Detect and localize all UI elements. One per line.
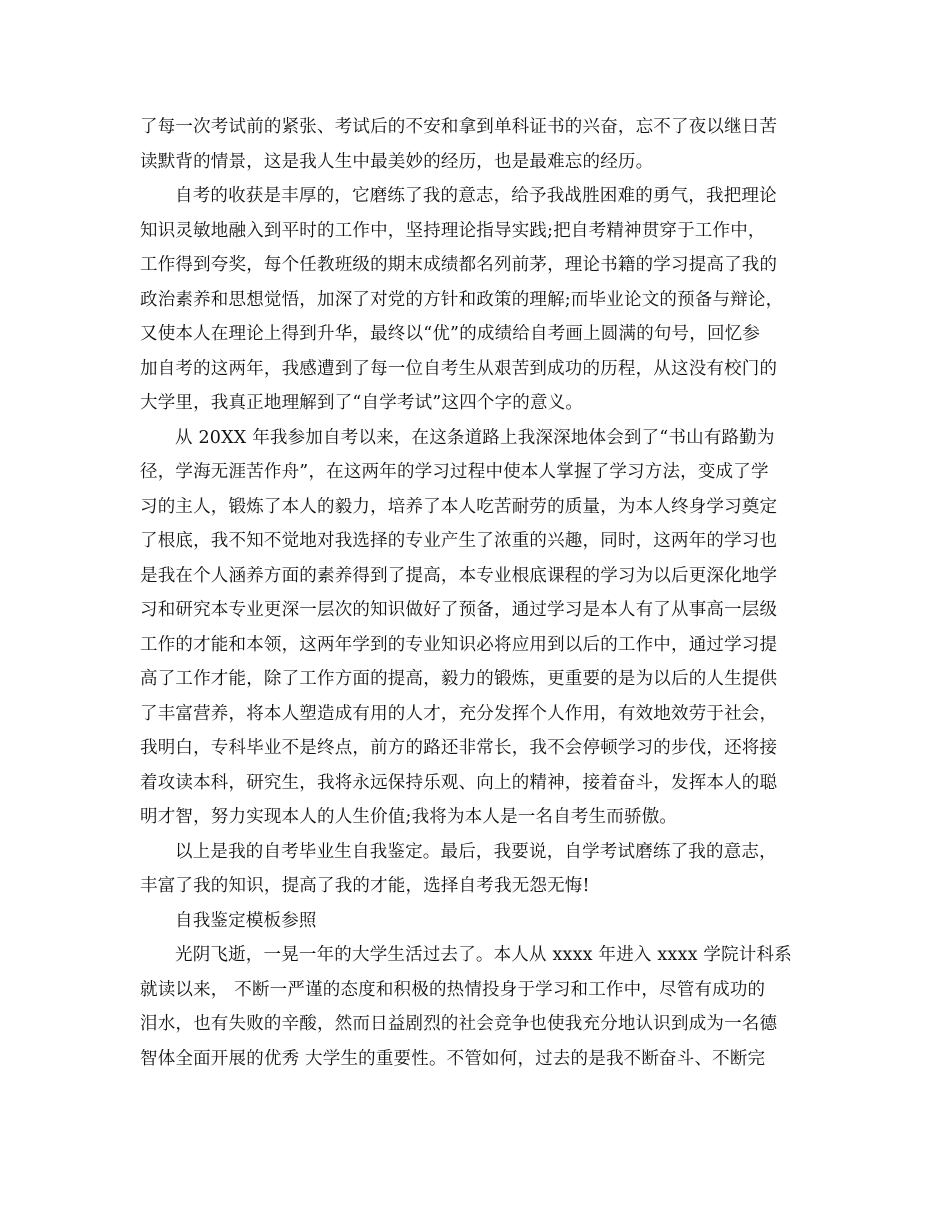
text-line: 了每一次考试前的紧张、考试后的不安和拿到单科证书的兴奋，忘不了夜以继日苦: [140, 117, 778, 137]
text-line: 着攻读本科，研究生，我将永远保持乐观、向上的精神，接着奋斗，发挥本人的聪: [140, 772, 778, 793]
text-line: 就读以来， 不断一严谨的态度和积极的热情投身于学习和工作中，尽管有成功的: [140, 979, 766, 1000]
text-line: 丰富了我的知识，提高了我的才能，选择自考我无怨无悔!: [140, 876, 590, 896]
text-line: 泪水，也有失败的辛酸，然而日益剧烈的社会竞争也使我充分地认识到成为一名德: [140, 1014, 778, 1034]
text-line: 工作的才能和本领，这两年学到的专业知识必将应用到以后的工作中，通过学习提: [140, 634, 778, 655]
text-line: 明才智，努力实现本人的人生价值;我将为本人是一名自考生而骄傲。: [140, 807, 678, 827]
text-line: 自我鉴定模板参照: [175, 910, 317, 931]
text-line: 光阴飞逝，一晃一年的大学生活过去了。本人从 xxxx 年进入 xxxx 学院计科系: [175, 945, 792, 965]
text-line: 从 20XX 年我参加自考以来，在这条道路上我深深地体会到了“书山有路勤为: [175, 427, 775, 448]
document-body: [140, 110, 820, 1076]
text-line: 知识灵敏地融入到平时的工作中，坚持理论指导实践;把自考精神贯穿于工作中，: [140, 220, 766, 241]
text-line: 大学里，我真正地理解到了“自学考试”这四个字的意义。: [140, 393, 584, 413]
text-line: 了根底，我不知不觉地对我选择的专业产生了浓重的兴趣，同时，这两年的学习也: [140, 531, 778, 551]
text-line: 径，学海无涯苦作舟”，在这两年的学习过程中使本人掌握了学习方法，变成了学: [140, 462, 769, 482]
text-line: 习和研究本专业更深一层次的知识做好了预备，通过学习是本人有了从事高一层级: [140, 600, 778, 620]
text-line: 加自考的这两年，我感遭到了每一位自考生从艰苦到成功的历程，从这没有校门的: [140, 358, 778, 379]
text-line: 以上是我的自考毕业生自我鉴定。最后，我要说，自学考试磨练了我的意志，: [175, 841, 777, 862]
text-line: 政治素养和思想觉悟，加深了对党的方针和政策的理解;而毕业论文的预备与辩论，: [140, 289, 784, 310]
text-line: 工作得到夸奖，每个任教班级的期末成绩都名列前茅，理论书籍的学习提高了我的: [140, 255, 778, 275]
text-line: 了丰富营养，将本人塑造成有用的人才，充分发挥个人作用，有效地效劳于社会，: [140, 703, 778, 724]
text-line: 读默背的情景，这是我人生中最美妙的经历，也是最难忘的经历。: [140, 151, 654, 172]
text-line: 高了工作才能，除了工作方面的提高，毅力的锻炼，更重要的是为以后的人生提供: [140, 669, 778, 689]
text-line: 我明白，专科毕业不是终点，前方的路还非常长，我不会停顿学习的步伐，还将接: [140, 738, 778, 758]
text-line: 习的主人，锻炼了本人的毅力，培养了本人吃苦耐劳的质量，为本人终身学习奠定: [140, 496, 778, 517]
text-line: 智体全面开展的优秀 大学生的重要性。不管如何，过去的是我不断奋斗、不断完: [140, 1048, 766, 1069]
text-line: 又使本人在理论上得到升华，最终以“优”的成绩给自考画上圆满的句号，回忆参: [140, 324, 761, 344]
text-line: 是我在个人涵养方面的素养得到了提高，本专业根底课程的学习为以后更深化地学: [140, 565, 778, 586]
text-line: 自考的收获是丰厚的，它磨练了我的意志，给予我战胜困难的勇气，我把理论: [175, 186, 777, 206]
